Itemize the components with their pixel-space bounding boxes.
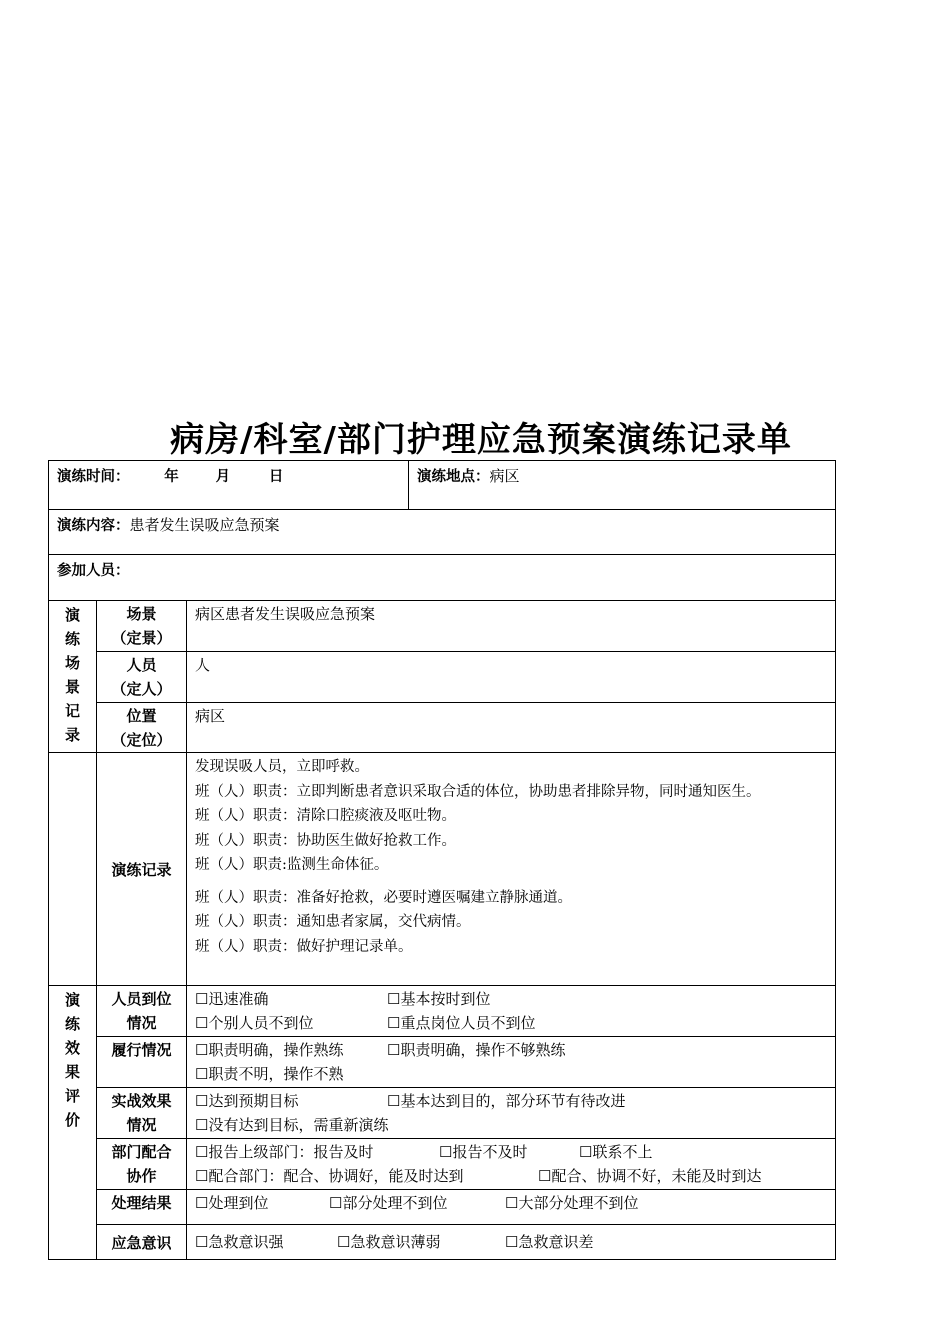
- checkbox-option[interactable]: ☐重点岗位人员不到位: [387, 1014, 536, 1032]
- record-line: 班（人）职责:监测生命体征。: [195, 857, 389, 873]
- eval-options-staff: [187, 986, 836, 1037]
- participants-row: [49, 555, 836, 601]
- checkbox-option[interactable]: ☐联系不上: [579, 1143, 653, 1161]
- content-row: [49, 510, 836, 555]
- eval-row-result: [49, 1190, 836, 1225]
- eval-options-coop: [187, 1139, 836, 1190]
- drill-time-label: 演练时间：: [57, 469, 130, 485]
- scene-group-label: 演 练 场 景 记 录: [49, 601, 97, 753]
- checkbox-option[interactable]: ☐处理到位: [195, 1194, 269, 1212]
- eval-row-effect: [49, 1088, 836, 1139]
- checkbox-option[interactable]: ☐迅速准确: [195, 990, 269, 1008]
- eval-label-result: 处理结果: [97, 1190, 187, 1225]
- record-line: 班（人）职责：通知患者家属，交代病情。: [195, 914, 471, 930]
- drill-time-cell[interactable]: [49, 461, 409, 510]
- location-label: 位置 （定位）: [97, 703, 187, 753]
- checkbox-option[interactable]: ☐报告上级部门：报告及时: [195, 1143, 374, 1161]
- checkbox-option[interactable]: ☐个别人员不到位: [195, 1014, 314, 1032]
- location-row: [49, 703, 836, 753]
- eval-row-duty: [49, 1037, 836, 1088]
- drill-content-label: 演练内容：: [57, 518, 130, 534]
- eval-label-effect: 实战效果 情况: [97, 1088, 187, 1139]
- location-value[interactable]: 病区: [187, 703, 836, 753]
- personnel-label: 人员 （定人）: [97, 652, 187, 703]
- eval-label-duty: 履行情况: [97, 1037, 187, 1088]
- personnel-value[interactable]: 人: [187, 652, 836, 703]
- checkbox-option[interactable]: ☐达到预期目标: [195, 1092, 299, 1110]
- drill-place-cell[interactable]: [409, 461, 836, 510]
- scene-label: 场景 （定景）: [97, 601, 187, 652]
- checkbox-option[interactable]: ☐基本达到目的，部分环节有待改进: [387, 1092, 626, 1110]
- checkbox-option[interactable]: ☐没有达到目标，需重新演练: [195, 1116, 389, 1134]
- record-group-blank: [49, 753, 97, 986]
- eval-row-coop: [49, 1139, 836, 1190]
- day-label: 日: [268, 469, 284, 485]
- record-line: 发现误吸人员，立即呼救。: [195, 759, 369, 775]
- eval-options-duty: [187, 1037, 836, 1088]
- checkbox-option[interactable]: ☐急救意识强: [195, 1233, 284, 1251]
- checkbox-option[interactable]: ☐配合、协调不好，未能及时到达: [538, 1167, 762, 1185]
- scene-value[interactable]: 病区患者发生误吸应急预案: [187, 601, 836, 652]
- eval-row-staff: [49, 986, 836, 1037]
- drill-place-value: 病区: [489, 467, 520, 485]
- record-label: 演练记录: [97, 753, 187, 986]
- drill-place-label: 演练地点：: [417, 469, 490, 485]
- eval-label-staff: 人员到位 情况: [97, 986, 187, 1037]
- checkbox-option[interactable]: ☐急救意识薄弱: [337, 1233, 441, 1251]
- checkbox-option[interactable]: ☐急救意识差: [505, 1233, 594, 1251]
- record-line: 班（人）职责：做好护理记录单。: [195, 938, 413, 955]
- page-title: 病房/科室/部门护理应急预案演练记录单: [170, 420, 792, 460]
- checkbox-option[interactable]: ☐职责不明，操作不熟: [195, 1065, 344, 1083]
- record-content[interactable]: [187, 753, 836, 986]
- checkbox-option[interactable]: ☐基本按时到位: [387, 990, 491, 1008]
- eval-options-awareness: [187, 1225, 836, 1260]
- eval-options-result: [187, 1190, 836, 1225]
- record-row: [49, 753, 836, 986]
- record-line: 班（人）职责：准备好抢救，必要时遵医嘱建立静脉通道。: [195, 889, 572, 906]
- checkbox-option[interactable]: ☐配合部门：配合、协调好，能及时达到: [195, 1167, 464, 1185]
- eval-label-awareness: 应急意识: [97, 1225, 187, 1260]
- checkbox-option[interactable]: ☐报告不及时: [439, 1143, 528, 1161]
- time-place-row: [49, 461, 836, 510]
- eval-label-coop: 部门配合 协作: [97, 1139, 187, 1190]
- participants-cell[interactable]: [49, 555, 836, 601]
- record-line: 班（人）职责：协助医生做好抢救工作。: [195, 832, 456, 849]
- eval-row-awareness: [49, 1225, 836, 1260]
- checkbox-option[interactable]: ☐部分处理不到位: [329, 1194, 448, 1212]
- drill-content-value: 患者发生误吸应急预案: [129, 516, 280, 534]
- personnel-row: [49, 652, 836, 703]
- participants-label: 参加人员：: [57, 563, 130, 579]
- record-line: 班（人）职责：清除口腔痰液及呕吐物。: [195, 808, 456, 824]
- checkbox-option[interactable]: ☐职责明确，操作不够熟练: [387, 1041, 566, 1059]
- drill-content-cell[interactable]: [49, 510, 836, 555]
- scene-row: [49, 601, 836, 652]
- record-line: 班（人）职责：立即判断患者意识采取合适的体位，协助患者排除异物，同时通知医生。: [195, 783, 761, 800]
- checkbox-option[interactable]: ☐大部分处理不到位: [505, 1194, 639, 1212]
- month-label: 月: [215, 469, 231, 485]
- eval-options-effect: [187, 1088, 836, 1139]
- drill-record-table: [48, 460, 836, 1260]
- year-label: 年: [164, 469, 179, 485]
- evaluation-group-label: 演 练 效 果 评 价: [49, 986, 97, 1260]
- checkbox-option[interactable]: ☐职责明确，操作熟练: [195, 1041, 344, 1059]
